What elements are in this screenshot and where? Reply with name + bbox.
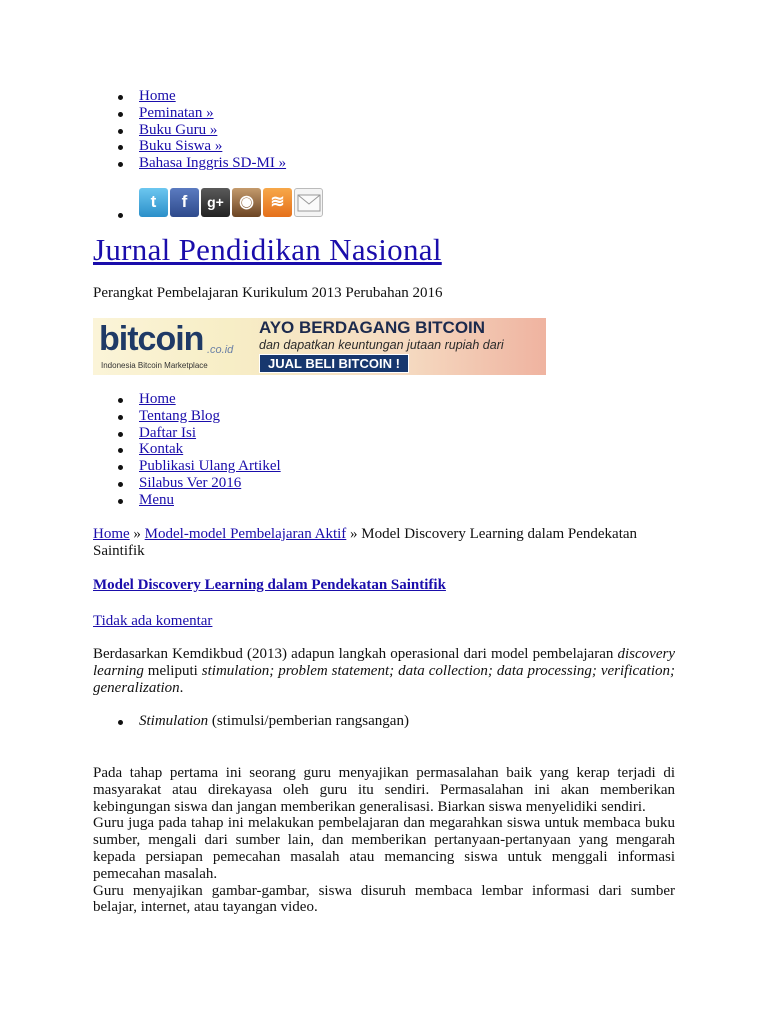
main-nav-item <box>93 425 693 442</box>
main-nav-item <box>93 492 693 509</box>
top-navigation <box>93 88 693 172</box>
top-nav-link-peminatan[interactable]: Peminatan » <box>139 104 214 121</box>
intro-steps: stimulation; problem statement; data collection; data processing; verification; generalization <box>93 662 675 696</box>
main-nav-item <box>93 458 693 475</box>
top-nav-item-home <box>93 88 693 105</box>
banner-logo: bitcoin <box>99 320 204 358</box>
breadcrumb-current: Model Discovery Learning dalam Pendekatan Saintifik <box>93 526 638 559</box>
top-nav-link-home[interactable]: Home <box>139 88 176 104</box>
intro-term-discovery: discovery learning <box>93 646 675 679</box>
social-icons <box>139 188 323 217</box>
site-title-link[interactable]: Jurnal Pendidikan Nasional <box>93 232 442 267</box>
top-nav-link-buku-guru[interactable]: Buku Guru » <box>139 121 218 138</box>
top-nav-item-bahasa-inggris <box>93 155 693 172</box>
post-title-link[interactable]: Model Discovery Learning dalam Pendekatan Saintifik <box>93 577 446 593</box>
post-title[interactable] <box>93 577 446 594</box>
top-nav-item-buku-guru <box>93 122 693 139</box>
main-nav-link-tentang-blog[interactable]: Tentang Blog <box>139 407 221 424</box>
intro-paragraph <box>93 646 675 696</box>
main-navigation <box>93 391 693 509</box>
stimulation-text-1: Pada tahap pertama ini seorang guru menyajikan permasalahan baik yang kerap terjadi di masyarakat atau direkayasa oleh guru itu sendiri. Permasalahan ini akan memberikan kebingungan siswa dan jangan memberikan generalisasi. Biarkan siswa menyelidiki sendiri. <box>93 765 675 815</box>
intro-text-1: Berdasarkan Kemdikbud (2013) adapun langkah operasional dari model pembelajaran <box>93 646 618 662</box>
stimulation-paragraph <box>93 765 675 916</box>
steps-list <box>93 713 693 730</box>
main-nav-link-silabus[interactable]: Silabus Ver 2016 <box>139 474 242 491</box>
main-nav-link-home[interactable]: Home <box>139 391 176 407</box>
email-icon[interactable] <box>294 188 323 217</box>
intro-text-3: . <box>179 679 184 696</box>
site-tagline: Perangkat Pembelajaran Kurikulum 2013 Perubahan 2016 <box>93 285 443 301</box>
main-nav-item <box>93 441 693 458</box>
stimulation-text-3: Guru menyajikan gambar-gambar, siswa disuruh membaca lembar informasi dari sumber belajar, internet, atau tayangan video. <box>93 882 675 916</box>
banner-tagline: dan dapatkan keuntungan jutaan rupiah dari <box>259 338 504 352</box>
banner-logo-suffix: .co.id <box>207 344 234 356</box>
main-nav-link-publikasi[interactable]: Publikasi Ulang Artikel <box>139 458 281 475</box>
main-nav-link-menu[interactable]: Menu <box>139 491 174 508</box>
step-description: (stimulsi/pemberian rangsangan) <box>208 713 409 729</box>
list-item <box>93 713 693 730</box>
envelope-icon <box>297 194 321 212</box>
top-nav-link-bahasa-inggris[interactable]: Bahasa Inggris SD-MI » <box>139 155 287 172</box>
banner-logo-subtitle: Indonesia Bitcoin Marketplace <box>101 361 208 370</box>
top-nav-link-buku-siswa[interactable]: Buku Siswa » <box>139 138 223 155</box>
main-nav-link-kontak[interactable]: Kontak <box>139 441 184 458</box>
breadcrumb-separator: » <box>129 526 145 542</box>
main-nav-item <box>93 475 693 492</box>
google-plus-icon[interactable]: g+ <box>201 188 230 217</box>
banner-cta-button[interactable]: JUAL BELI BITCOIN ! <box>259 354 409 373</box>
twitter-icon[interactable]: t <box>139 188 168 217</box>
step-term: Stimulation <box>139 713 209 729</box>
breadcrumb-home-link[interactable]: Home <box>93 526 130 542</box>
breadcrumb <box>93 526 675 560</box>
stimulation-text-2: Guru juga pada tahap ini melakukan pembelajaran dan megarahkan siswa untuk membaca buku sumber, mengali dari sumber lain, dan memberikan pertanyaan-pertanyaan yang mengarah kepada persiapan pemecahan masalah atau memancing siswa untuk menggali informasi pemecahan masalah. <box>93 815 675 882</box>
main-nav-item <box>93 391 693 408</box>
social-links <box>93 188 693 220</box>
main-nav-item <box>93 408 693 425</box>
top-nav-item-peminatan <box>93 105 693 122</box>
instagram-icon[interactable]: ◉ <box>232 188 261 217</box>
social-list-item <box>93 188 693 220</box>
breadcrumb-category-link[interactable]: Model-model Pembelajaran Aktif <box>144 526 347 542</box>
main-nav-link-daftar-isi[interactable]: Daftar Isi <box>139 424 197 441</box>
rss-icon[interactable]: ≋ <box>263 188 292 217</box>
intro-text-2: meliputi <box>143 662 202 679</box>
bitcoin-banner-ad[interactable] <box>93 318 546 375</box>
site-title[interactable] <box>93 232 442 268</box>
breadcrumb-separator: » <box>346 526 362 542</box>
facebook-icon[interactable]: f <box>170 188 199 217</box>
banner-headline: AYO BERDAGANG BITCOIN <box>259 318 486 337</box>
top-nav-item-buku-siswa <box>93 138 693 155</box>
comments-link[interactable]: Tidak ada komentar <box>93 613 213 629</box>
